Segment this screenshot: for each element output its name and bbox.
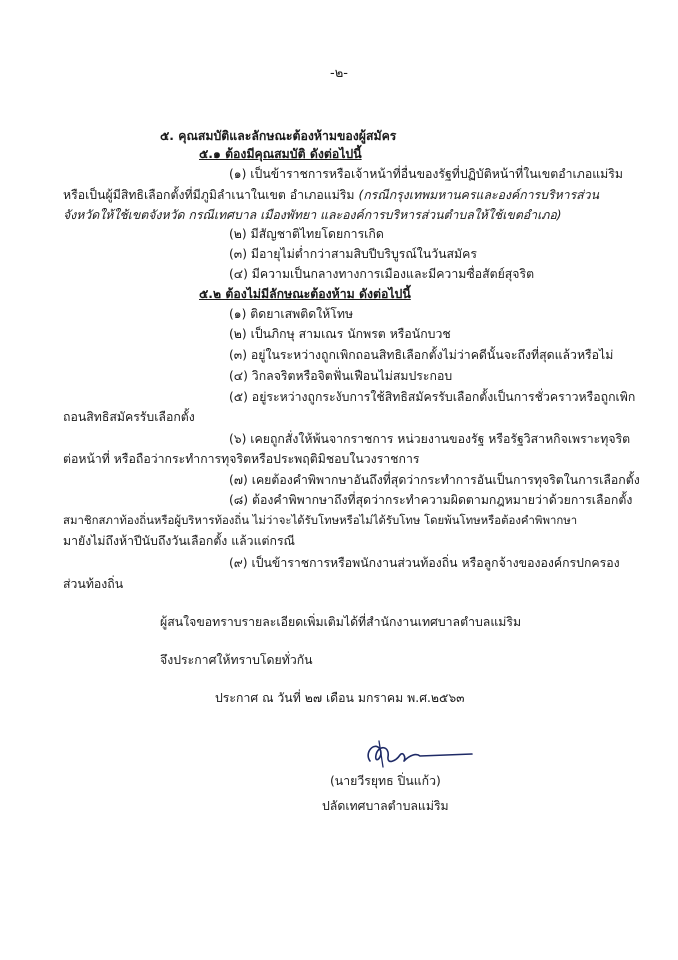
section-5-2-item-9-line-2: ส่วนท้องถิ่น <box>63 577 124 591</box>
section-5-2-item-1: (๑) ติดยาเสพติดให้โทษ <box>229 307 354 321</box>
section-5-1-item-1-line-1: (๑) เป็นข้าราชการหรือเจ้าหน้าที่อื่นของรัฐที่ปฏิบัติหน้าที่ในเขตอำเภอแม่ริม <box>229 167 623 181</box>
section-5-2-item-2: (๒) เป็นภิกษุ สามเณร นักพรต หรือนักบวช <box>229 327 451 341</box>
section-5-1-item-1-line-3: จังหวัดให้ใช้เขตจังหวัด กรณีเทศบาล เมืองพัทยา และองค์การบริหารส่วนตำบลให้ใช้เขตอำเภอ) <box>63 208 562 222</box>
signature-mark <box>360 735 480 773</box>
section-5-2-item-5-line-2: ถอนสิทธิสมัครรับเลือกตั้ง <box>63 410 195 424</box>
section-5-1-item-1-line-2-text: หรือเป็นผู้มีสิทธิเลือกตั้งที่มีภูมิลำเนาในเขต อำเภอแม่ริม <box>63 188 359 202</box>
announcement: จึงประกาศให้ทราบโดยทั่วกัน <box>160 653 313 667</box>
section-5-heading: ๕. คุณสมบัติและลักษณะต้องห้ามของผู้สมัคร <box>160 129 397 143</box>
section-5-1-heading: ๕.๑ ต้องมีคุณสมบัติ ดังต่อไปนี้ <box>199 147 362 161</box>
signatory-title: ปลัดเทศบาลตำบลแม่ริม <box>322 799 449 813</box>
section-5-2-item-6-line-1: (๖) เคยถูกสั่งให้พ้นจากราชการ หน่วยงานของรัฐ หรือรัฐวิสาหกิจเพราะทุจริต <box>229 432 631 446</box>
section-5-2-item-8-line-3: มายังไม่ถึงห้าปีนับถึงวันเลือกตั้ง แล้วแต่กรณี <box>63 534 295 548</box>
section-5-2-item-4: (๔) วิกลจริตหรือจิตฟั่นเฟือนไม่สมประกอบ <box>229 369 453 383</box>
section-5-1-item-4: (๔) มีความเป็นกลางทางการเมืองและมีความซื่อสัตย์สุจริต <box>229 267 535 281</box>
section-5-1-item-2: (๒) มีสัญชาติไทยโดยการเกิด <box>229 227 384 241</box>
page-number: -๒- <box>330 66 348 81</box>
section-5-1-item-1-line-2-italic: (กรณีกรุงเทพมหานครและองค์การบริหารส่วน <box>358 188 599 202</box>
section-5-1-item-1-line-2 <box>63 187 599 203</box>
announcement-date: ประกาศ ณ วันที่ ๒๗ เดือน มกราคม พ.ศ.๒๕๖๓ <box>215 691 465 705</box>
section-5-2-item-9-line-1: (๙) เป็นข้าราชการหรือพนักงานส่วนท้องถิ่น หรือลูกจ้างขององค์กรปกครอง <box>229 556 620 570</box>
section-5-2-item-3: (๓) อยู่ในระหว่างถูกเพิกถอนสิทธิเลือกตั้งไม่ว่าคดีนั้นจะถึงที่สุดแล้วหรือไม่ <box>229 348 614 362</box>
section-5-2-item-6-line-2: ต่อหน้าที่ หรือถือว่ากระทำการทุจริตหรือประพฤติมิชอบในวงราชการ <box>63 452 420 466</box>
contact-info: ผู้สนใจขอทราบรายละเอียดเพิ่มเติมได้ที่สำนักงานเทศบาลตำบลแม่ริม <box>160 615 522 629</box>
section-5-2-item-5-line-1: (๕) อยู่ระหว่างถูกระงับการใช้สิทธิสมัครรับเลือกตั้งเป็นการชั่วคราวหรือถูกเพิก <box>229 390 636 404</box>
signatory-name: (นายวีรยุทธ ปิ่นแก้ว) <box>330 774 441 788</box>
section-5-2-item-8-line-1: (๘) ต้องคำพิพากษาถึงที่สุดว่ากระทำความผิดตามกฎหมายว่าด้วยการเลือกตั้ง <box>229 493 633 507</box>
section-5-2-heading: ๕.๒ ต้องไม่มีลักษณะต้องห้าม ดังต่อไปนี้ <box>199 287 411 301</box>
section-5-2-item-8-line-2: สมาชิกสภาท้องถิ่นหรือผู้บริหารท้องถิ่น ไม่ว่าจะได้รับโทษหรือไม่ได้รับโทษ โดยพ้นโทษหรือต้องคำพิพากษา <box>63 513 578 527</box>
section-5-1-item-3: (๓) มีอายุไม่ต่ำกว่าสามสิบปีบริบูรณ์ในวันสมัคร <box>229 247 477 261</box>
section-5-2-item-7: (๗) เคยต้องคำพิพากษาอันถึงที่สุดว่ากระทำการอันเป็นการทุจริตในการเลือกตั้ง <box>229 473 640 487</box>
